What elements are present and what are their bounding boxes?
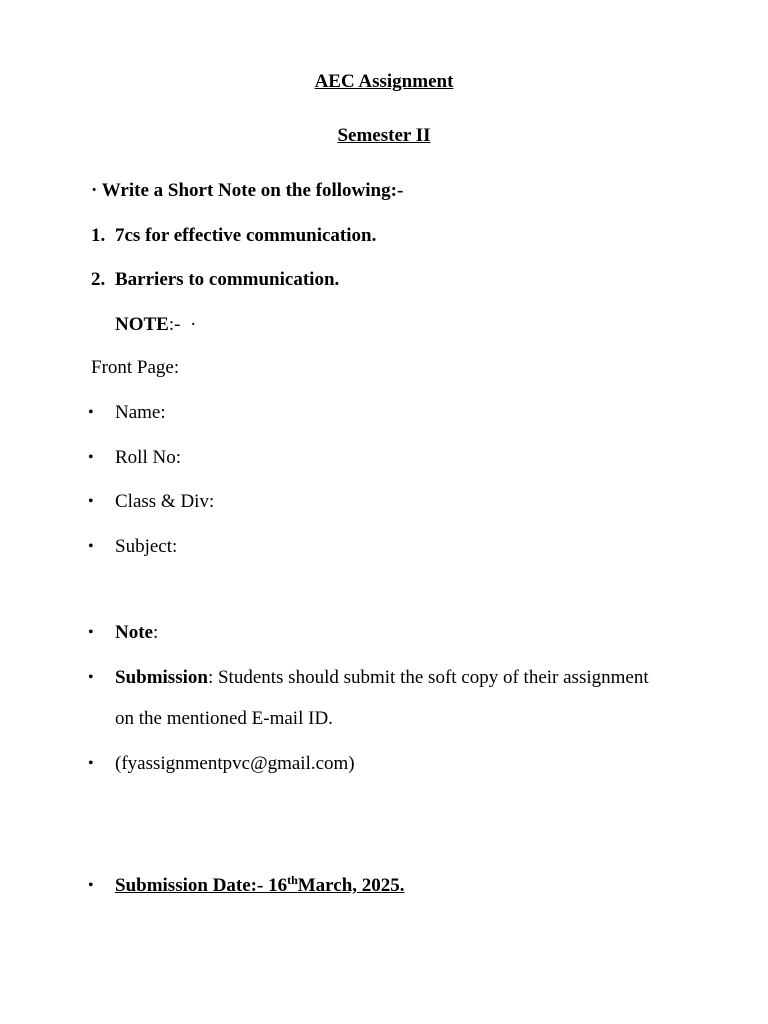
bullet-marker: • [88,449,94,466]
front-page-heading: Front Page: [91,357,180,378]
submission-line-1: Submission: Students should submit the soft copy of their assignment [115,667,649,688]
bullet-marker: • [88,755,94,772]
bullet-marker: • [88,624,94,641]
question-2-text: Barriers to communication. [115,269,340,290]
question-2-number: 2. [91,269,106,290]
bullet-marker: • [88,538,94,555]
bullet-marker: • [88,493,94,510]
bullet-marker: • [88,877,94,894]
field-name: Name: [115,402,166,423]
question-1-text: 7cs for effective communication. [115,225,377,246]
email-address: (fyassignmentpvc@gmail.com) [115,753,355,774]
note-heading: NOTE:- · [115,314,197,335]
field-roll-no: Roll No: [115,447,181,468]
bullet-marker: • [88,404,94,421]
note-line: Note: [115,622,159,643]
document-subtitle: Semester II [337,125,431,146]
submission-line-2: on the mentioned E-mail ID. [115,708,333,729]
submission-date: Submission Date:- 16thMarch, 2025. [115,873,405,896]
field-subject: Subject: [115,536,178,557]
note-heading-marker: · [189,314,197,335]
instruction-line [91,179,403,203]
field-class-div: Class & Div: [115,491,215,512]
instruction-marker: · [91,180,98,201]
question-1-number: 1. [91,225,106,246]
instruction-text: Write a Short Note on the following:- [101,180,404,201]
bullet-marker: • [88,669,94,686]
document-title: AEC Assignment [314,71,454,92]
